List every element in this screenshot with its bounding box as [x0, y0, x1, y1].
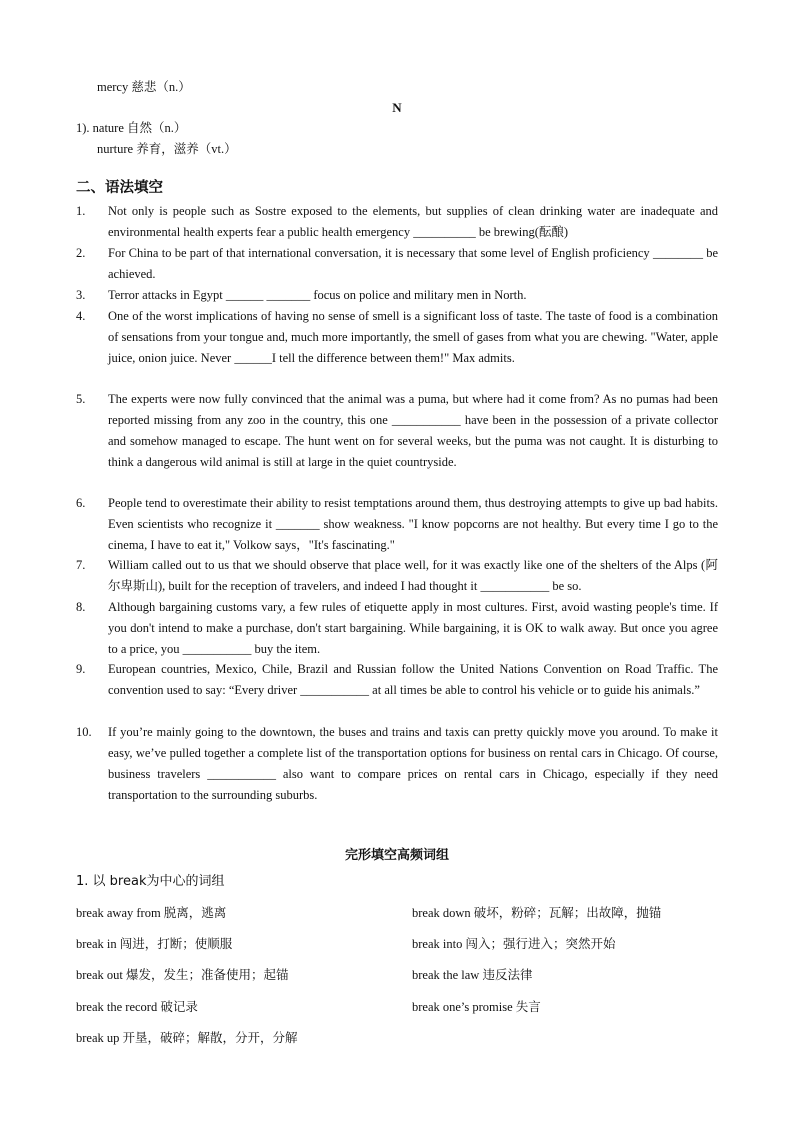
phrase-left-3: break out 爆发，发生；准备使用；起锚 — [76, 968, 289, 982]
item-text: If you’re mainly going to the downtown, the buses and trains and taxis can pretty quickly move you around. To make it easy, we’ve pulled together a complete list of the transportation options for business on rental cars in Chicago. Of course, business travelers ___________ also want to compare prices on rental cars in Chicago, especially if they need transportation to the surrounding suburbs. — [108, 725, 718, 802]
item-text: People tend to overestimate their ability to resist temptations around them, thus destroying attempts to give up bad habits. Even scientists who recognize it _______ show weakness. "I know popcorns are not healthy. But every time I go to the cinema, I have to eat it," Volkow says，"It's fascinating." — [108, 496, 718, 552]
item-number: 10. — [76, 725, 92, 739]
item-number: 5. — [76, 392, 86, 406]
item-text: One of the worst implications of having no sense of smell is a significant loss of taste. The taste of food is a combination of sensations from your tongue and, much more importantly, the smell of gases from what you are chewing. "Water, apple juice, onion juice. Never ______I tell the difference between them!" Max admits. — [108, 309, 718, 365]
grammar-item-8 — [76, 597, 718, 660]
grammar-item-3 — [76, 285, 718, 306]
grammar-item-7 — [76, 555, 718, 597]
phrase-right-2: break into 闯入；强行进入；突然开始 — [412, 937, 616, 951]
item-number: 3. — [76, 288, 86, 302]
item-text: For China to be part of that international conversation, it is necessary that some level of English proficiency ________ be achieved. — [108, 246, 718, 281]
phrase-left-1: break away from 脱离，逃离 — [76, 906, 227, 920]
phrase-right-4: break one’s promise 失言 — [412, 1000, 541, 1014]
phrase-left-5: break up 开垦，破碎；解散，分开，分解 — [76, 1031, 298, 1045]
phrase-left-2: break in 闯进，打断；使顺服 — [76, 937, 233, 951]
grammar-item-2 — [76, 243, 718, 285]
item-text: Terror attacks in Egypt ______ _______ focus on police and military men in North. — [108, 288, 527, 302]
section-title-grammar: 二、语法填空 — [76, 180, 163, 196]
letter-heading: N — [392, 100, 402, 115]
section-title-cloze: 完形填空高频词组 — [344, 848, 449, 863]
phrase-right-3: break the law 违反法律 — [412, 968, 533, 982]
grammar-item-9 — [76, 659, 718, 701]
item-number: 1. — [76, 204, 86, 218]
phrase-left-4: break the record 破记录 — [76, 1000, 198, 1014]
group-title-break: 1. 以 break为中心的词组 — [76, 874, 225, 889]
item-number: 4. — [76, 309, 86, 323]
grammar-item-6 — [76, 493, 718, 556]
phrase-right-1: break down 破坏，粉碎；瓦解；出故障，抛锚 — [412, 906, 662, 920]
item-text: Although bargaining customs vary, a few rules of etiquette apply in most cultures. First, avoid wasting people's time. If you don't intend to make a purchase, don't start bargaining. While bargaining, it is OK to walk away. But once you agree to a price, you ___________ buy the item. — [108, 600, 718, 656]
item-text: The experts were now fully convinced that the animal was a puma, but where had it come from? As no pumas had been reported missing from any zoo in the country, this one ___________ have been in the possession of a private collector and somehow managed to escape. The hunt went on for several weeks, but the puma was not caught. It is disturbing to think a dangerous wild animal is still at large in the quiet countryside. — [108, 392, 718, 469]
vocab-nurture: nurture 养育，滋养（vt.） — [97, 142, 237, 156]
grammar-item-4 — [76, 306, 718, 369]
item-number: 9. — [76, 662, 86, 676]
grammar-item-1 — [76, 201, 718, 243]
item-text: European countries, Mexico, Chile, Brazil and Russian follow the United Nations Convention on Road Traffic. The convention used to say: “Every driver ___________ at all times be able to control his vehicle or to guide his animals.” — [108, 662, 718, 697]
item-number: 6. — [76, 496, 86, 510]
item-text: Not only is people such as Sostre exposed to the elements, but supplies of clean drinking water are inadequate and environmental health experts fear a public health emergency __________ be brewing(酝酿) — [108, 204, 718, 239]
vocab-nature: 1). nature 自然（n.） — [76, 121, 187, 135]
item-number: 7. — [76, 558, 86, 572]
vocab-mercy: mercy 慈悲（n.） — [97, 80, 191, 94]
grammar-item-10 — [76, 722, 718, 806]
item-number: 8. — [76, 600, 86, 614]
item-number: 2. — [76, 246, 86, 260]
item-text: William called out to us that we should observe that place well, for it was exactly like one of the shelters of the Alps (阿尔卑斯山), built for the reception of travelers, and indeed I had thought it ___________ be so. — [108, 558, 718, 593]
grammar-item-5 — [76, 389, 718, 473]
